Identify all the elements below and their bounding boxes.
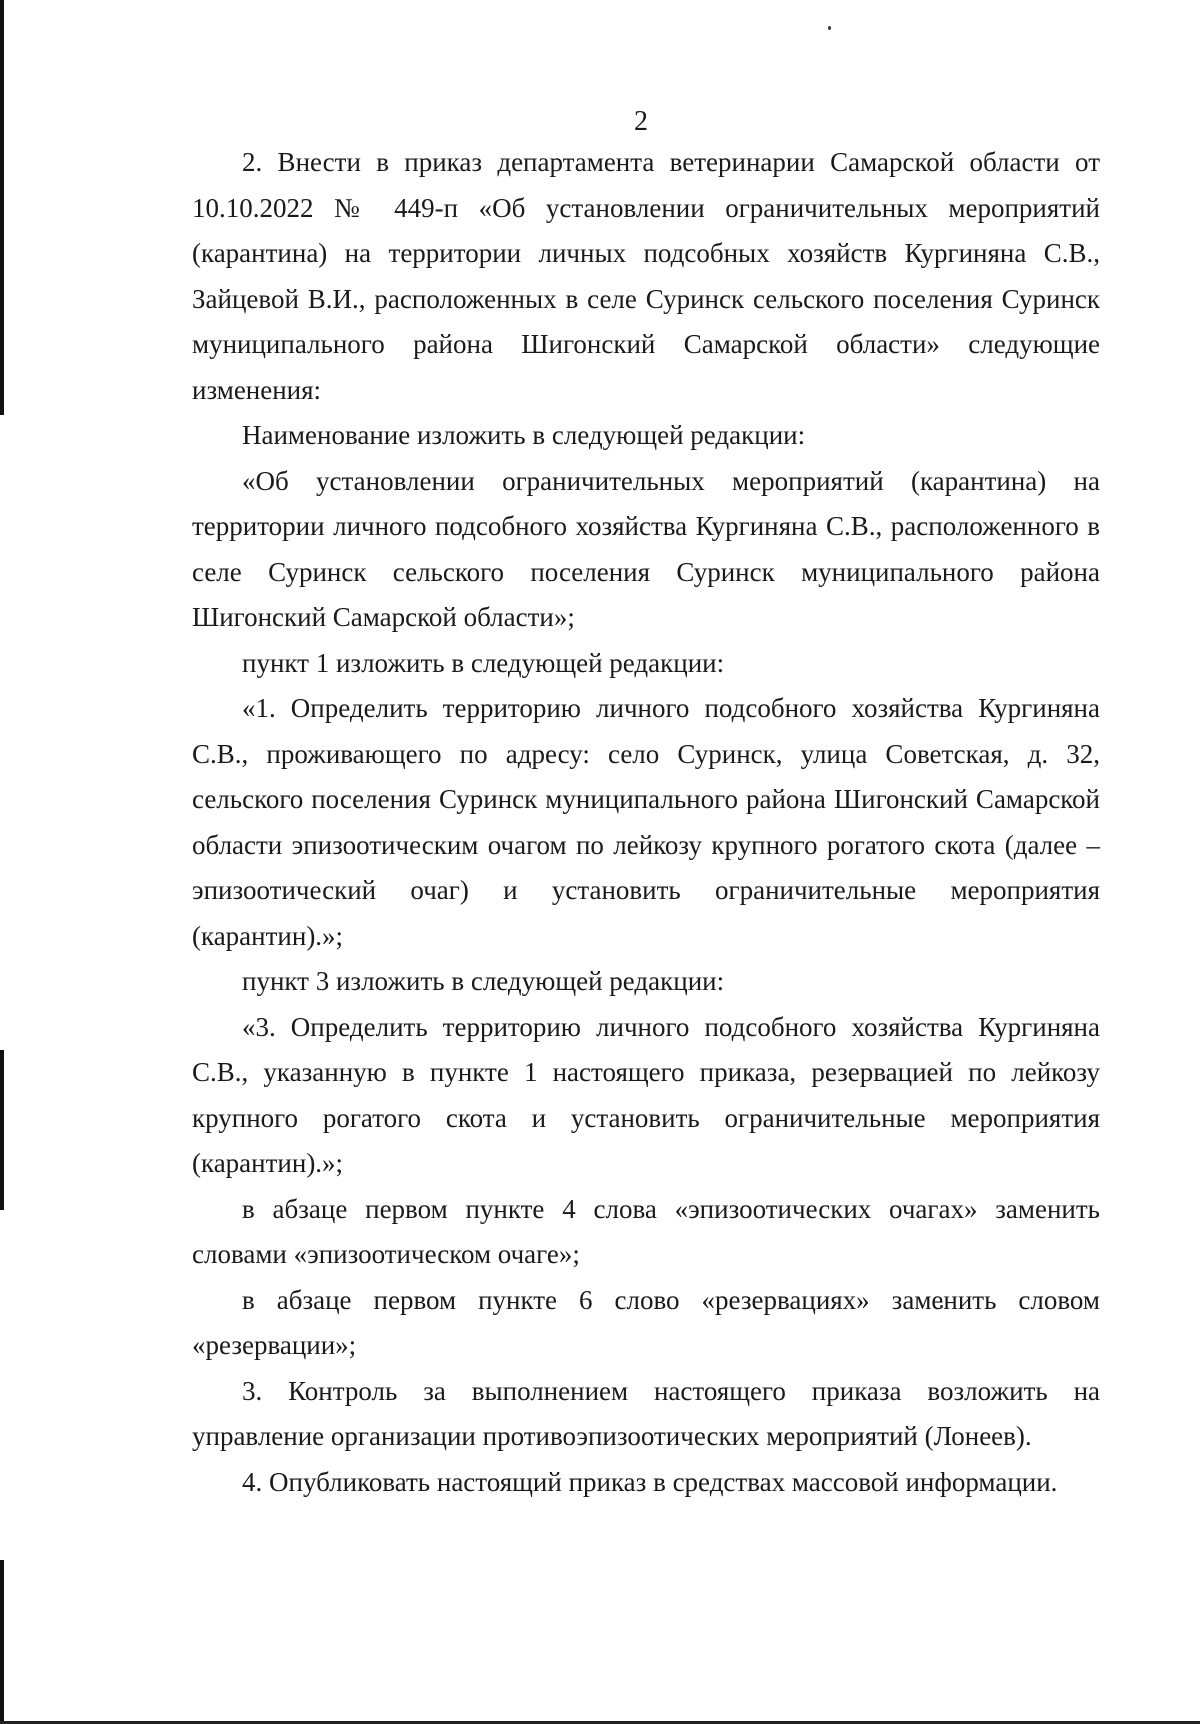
paragraph-new-name: «Об установлении ограничительных мероприятий (карантина) на территории личного подсобного хозяйства Кургиняна С.В., расположенного в селе Суринск сельского поселения Суринск муниципального района Шигонский Самарской области»;	[192, 465, 1100, 632]
scan-edge-mark	[0, 0, 4, 415]
paragraph-point-1-text: «1. Определить территорию личного подсобного хозяйства Кургиняна С.В., проживающего по адресу: село Суринск, улица Советская, д. 32, сельского поселения Суринск муниципального района Шигонский Самарской области эпизоотическим очагом по лейкозу крупного рогатого скота (далее – эпизоотический очаг) и установить ограничительные мероприятия (карантин).»;	[192, 693, 1100, 951]
scan-edge-mark	[0, 1560, 4, 1724]
document-body	[192, 140, 1100, 1505]
paragraph-point-1-instruction: пункт 1 изложить в следующей редакции:	[242, 647, 725, 678]
paragraph-point-3-text: «3. Определить территорию личного подсобного хозяйства Кургиняна С.В., указанную в пункте 1 настоящего приказа, резервацией по лейкозу крупного рогатого скота и установить ограничительные мероприятия (карантин).»;	[192, 1011, 1100, 1178]
paragraph-point-3-instruction: пункт 3 изложить в следующей редакции:	[242, 966, 725, 996]
paragraph-point-4-change: в абзаце первом пункте 4 слова «эпизоотических очагах» заменить словами «эпизоотическом очаге»;	[192, 1193, 1100, 1269]
page-number: 2	[634, 106, 648, 137]
scan-speck	[828, 26, 831, 30]
paragraph-item-3: 3. Контроль за выполнением настоящего приказа возложить на управление организации противоэпизоотических мероприятий (Лонеев).	[192, 1375, 1100, 1451]
scan-edge-mark	[0, 1050, 4, 1210]
paragraph-name-instruction: Наименование изложить в следующей редакции:	[242, 420, 806, 450]
paragraph-point-6-change: в абзаце первом пункте 6 слово «резервациях» заменить словом «резервации»;	[192, 1284, 1100, 1360]
paragraph-item-4: 4. Опубликовать настоящий приказ в средствах массовой информации.	[242, 1466, 1058, 1497]
paragraph-item-2: 2. Внести в приказ департамента ветеринарии Самарской области от 10.10.2022 № 449-п «Об установлении ограничительных мероприятий (карантина) на территории личных подсобных хозяйств Кургиняна С.В., Зайцевой В.И., расположенных в селе Суринск сельского поселения Суринск муниципального района Шигонский Самарской области» следующие изменения:	[192, 147, 1100, 405]
